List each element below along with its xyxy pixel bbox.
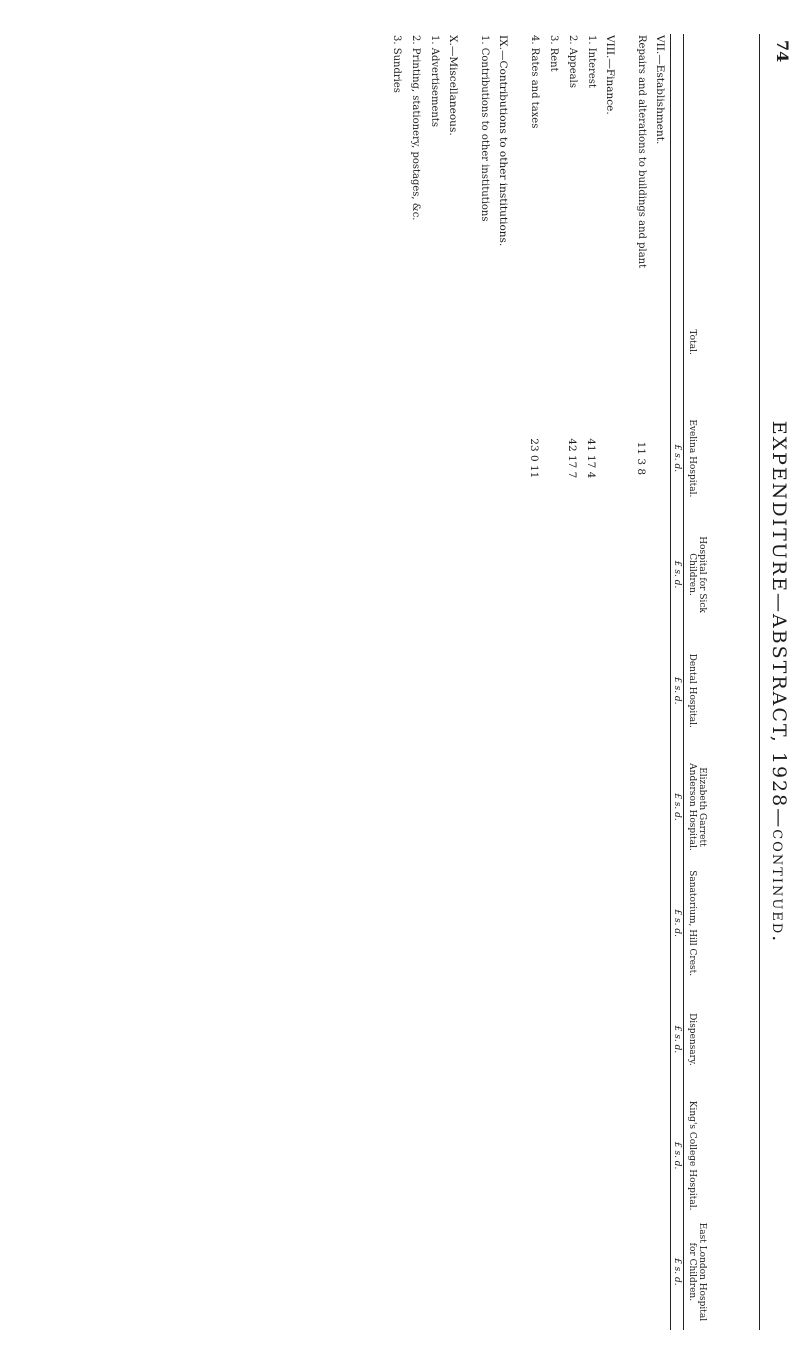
value-cell — [544, 400, 563, 516]
value-cell — [406, 1098, 425, 1214]
value-cell — [563, 1098, 582, 1214]
spacer-cell — [463, 516, 475, 632]
table-row — [525, 34, 544, 1330]
value-cell — [475, 516, 494, 632]
spacer-cell — [463, 865, 475, 981]
value-cell — [525, 865, 544, 981]
empty-cell — [601, 749, 620, 865]
column-header: Dispensary. — [684, 981, 760, 1097]
spacer-cell — [375, 400, 387, 516]
empty-cell — [651, 865, 671, 981]
value-cell — [632, 1214, 651, 1330]
spacer-cell — [375, 1214, 387, 1330]
section-heading: X.—Miscellaneous. — [447, 35, 460, 136]
spacer-cell — [463, 981, 475, 1097]
empty-cell — [651, 400, 671, 516]
spacer-cell — [513, 749, 525, 865]
value-cell — [475, 633, 494, 749]
value-cell — [406, 1214, 425, 1330]
spacer-cell — [620, 1214, 632, 1330]
empty-cell — [601, 865, 620, 981]
section-heading-row — [444, 34, 463, 1330]
value-cell: 23 0 11 — [528, 438, 541, 479]
spacer-cell — [513, 981, 525, 1097]
empty-cell — [444, 284, 463, 400]
spacer-cell — [463, 1098, 475, 1214]
value-cell — [563, 981, 582, 1097]
column-header: East London Hospital for Children. — [684, 1214, 760, 1330]
empty-cell — [444, 1214, 463, 1330]
table-row — [425, 34, 444, 1330]
empty-cell — [601, 284, 620, 400]
empty-cell — [601, 400, 620, 516]
value-cell — [632, 749, 651, 865]
empty-cell — [494, 400, 513, 516]
empty-cell — [651, 981, 671, 1097]
spacer-row — [375, 34, 387, 1330]
column-header: Elizabeth Garrett Anderson Hospital. — [684, 749, 760, 865]
row-label: 1. Advertisements — [429, 35, 440, 127]
empty-cell — [651, 284, 671, 400]
value-cell — [387, 865, 406, 981]
column-header: Sanatorium, Hill Crest. — [684, 865, 760, 981]
value-cell — [406, 749, 425, 865]
empty-cell — [494, 516, 513, 632]
spacer-cell — [463, 1214, 475, 1330]
value-cell — [475, 284, 494, 400]
spacer-cell — [513, 516, 525, 632]
empty-cell — [651, 749, 671, 865]
spacer-cell — [375, 749, 387, 865]
value-cell — [406, 516, 425, 632]
value-cell — [582, 1214, 601, 1330]
value-cell — [544, 981, 563, 1097]
value-cell — [406, 284, 425, 400]
empty-cell — [494, 1098, 513, 1214]
empty-cell — [601, 1098, 620, 1214]
column-header: Dental Hospital. — [684, 633, 760, 749]
value-cell — [475, 400, 494, 516]
table-row — [475, 34, 494, 1330]
page-title: EXPENDITURE—ABSTRACT, 1928—continued. — [768, 420, 790, 944]
value-cell — [406, 981, 425, 1097]
section-heading-row — [601, 34, 620, 1330]
spacer-cell — [620, 400, 632, 516]
spacer-cell — [375, 516, 387, 632]
spacer-cell — [463, 284, 475, 400]
spacer-cell — [375, 1098, 387, 1214]
spacer-cell — [620, 749, 632, 865]
value-cell — [425, 284, 444, 400]
empty-cell — [444, 633, 463, 749]
empty-cell — [651, 633, 671, 749]
row-label: Repairs and alterations to buildings and plant — [636, 35, 647, 269]
table-row — [582, 34, 601, 1330]
value-cell — [475, 1098, 494, 1214]
value-cell — [425, 633, 444, 749]
column-header-row — [684, 34, 760, 1330]
value-cell — [563, 1214, 582, 1330]
column-unit: £ s. d. — [671, 633, 684, 749]
value-cell — [544, 749, 563, 865]
value-cell — [425, 1214, 444, 1330]
spacer-cell — [463, 400, 475, 516]
spacer-cell — [620, 516, 632, 632]
table-row — [406, 34, 425, 1330]
spacer-cell — [513, 400, 525, 516]
empty-cell — [651, 1214, 671, 1330]
value-cell — [544, 516, 563, 632]
spacer-cell — [620, 865, 632, 981]
value-cell — [475, 1214, 494, 1330]
value-cell: 42 17 7 — [566, 438, 579, 479]
column-header — [684, 34, 760, 284]
value-cell — [632, 865, 651, 981]
spacer-cell — [463, 34, 475, 284]
value-cell — [525, 1098, 544, 1214]
spacer-cell — [620, 284, 632, 400]
empty-cell — [444, 400, 463, 516]
column-unit — [671, 34, 684, 284]
row-label: 1. Interest — [586, 35, 597, 88]
value-cell — [387, 1098, 406, 1214]
empty-cell — [601, 1214, 620, 1330]
section-heading-row — [651, 34, 671, 1330]
value-cell — [425, 1098, 444, 1214]
row-label: 2. Printing, stationery, postages, &c. — [410, 35, 421, 221]
value-cell — [544, 1214, 563, 1330]
column-unit: £ s. d. — [671, 400, 684, 516]
value-cell — [406, 400, 425, 516]
spacer-cell — [375, 34, 387, 284]
spacer-cell — [620, 633, 632, 749]
value-cell — [632, 284, 651, 400]
empty-cell — [444, 1098, 463, 1214]
spacer-cell — [463, 633, 475, 749]
spacer-cell — [513, 865, 525, 981]
value-cell — [387, 633, 406, 749]
section-heading-row — [494, 34, 513, 1330]
spacer-cell — [513, 284, 525, 400]
page-number: 74 — [773, 40, 792, 63]
empty-cell — [601, 516, 620, 632]
empty-cell — [494, 633, 513, 749]
value-cell: 11 3 8 — [635, 441, 648, 476]
column-header: Total. — [684, 284, 760, 400]
empty-cell — [444, 749, 463, 865]
value-cell — [425, 865, 444, 981]
unit-header-row — [671, 34, 684, 1330]
empty-cell — [444, 516, 463, 632]
spacer-cell — [375, 284, 387, 400]
table-row — [387, 34, 406, 1330]
value-cell — [525, 516, 544, 632]
value-cell — [632, 633, 651, 749]
spacer-cell — [375, 865, 387, 981]
value-cell — [525, 749, 544, 865]
table-row — [563, 34, 582, 1330]
section-heading: VIII.—Finance. — [604, 35, 617, 115]
column-unit: £ s. d. — [671, 981, 684, 1097]
value-cell — [632, 1098, 651, 1214]
column-unit: £ s. d. — [671, 1098, 684, 1214]
value-cell — [563, 749, 582, 865]
value-cell — [544, 633, 563, 749]
spacer-cell — [620, 1098, 632, 1214]
value-cell — [525, 633, 544, 749]
spacer-cell — [463, 749, 475, 865]
empty-cell — [494, 981, 513, 1097]
spacer-row — [463, 34, 475, 1330]
expenditure-table — [375, 34, 760, 1330]
empty-cell — [494, 749, 513, 865]
section-heading: IX.—Contributions to other institutions. — [497, 35, 510, 247]
value-cell — [406, 633, 425, 749]
value-cell — [563, 284, 582, 400]
value-cell — [582, 865, 601, 981]
empty-cell — [444, 981, 463, 1097]
value-cell — [387, 1214, 406, 1330]
empty-cell — [444, 865, 463, 981]
value-cell — [582, 1098, 601, 1214]
empty-cell — [651, 516, 671, 632]
row-label: 1. Contributions to other institutions — [479, 35, 490, 222]
empty-cell — [494, 865, 513, 981]
spacer-row — [513, 34, 525, 1330]
value-cell — [582, 633, 601, 749]
value-cell — [544, 284, 563, 400]
spacer-cell — [375, 981, 387, 1097]
row-label: 2. Appeals — [567, 35, 578, 88]
column-unit: £ s. d. — [671, 865, 684, 981]
spacer-cell — [513, 34, 525, 284]
value-cell — [425, 749, 444, 865]
table-row — [632, 34, 651, 1330]
value-cell — [387, 981, 406, 1097]
value-cell — [475, 865, 494, 981]
value-cell — [475, 981, 494, 1097]
value-cell — [563, 865, 582, 981]
table-body — [375, 34, 671, 1330]
empty-cell — [494, 1214, 513, 1330]
value-cell — [525, 981, 544, 1097]
spacer-row — [620, 34, 632, 1330]
value-cell — [387, 749, 406, 865]
row-label: 4. Rates and taxes — [529, 35, 540, 129]
empty-cell — [494, 284, 513, 400]
empty-cell — [601, 981, 620, 1097]
value-cell — [582, 981, 601, 1097]
value-cell — [425, 981, 444, 1097]
value-cell — [632, 981, 651, 1097]
value-cell — [425, 516, 444, 632]
column-header: Evelina Hospital. — [684, 400, 760, 516]
value-cell — [632, 516, 651, 632]
value-cell — [582, 749, 601, 865]
value-cell — [525, 1214, 544, 1330]
value-cell — [582, 516, 601, 632]
value-cell — [387, 400, 406, 516]
column-unit — [671, 284, 684, 400]
value-cell — [387, 516, 406, 632]
value-cell — [525, 284, 544, 400]
column-header: King's College Hospital. — [684, 1098, 760, 1214]
row-label: 3. Sundries — [391, 35, 402, 93]
spacer-cell — [513, 1098, 525, 1214]
value-cell — [563, 516, 582, 632]
value-cell — [563, 633, 582, 749]
spacer-cell — [375, 633, 387, 749]
value-cell — [544, 1098, 563, 1214]
value-cell — [387, 284, 406, 400]
value-cell: 41 17 4 — [585, 438, 598, 479]
table-row — [544, 34, 563, 1330]
column-header: Hospital for Sick Children. — [684, 516, 760, 632]
spacer-cell — [620, 34, 632, 284]
spacer-cell — [513, 1214, 525, 1330]
column-unit: £ s. d. — [671, 1214, 684, 1330]
row-label: 3. Rent — [548, 35, 559, 72]
spacer-cell — [620, 981, 632, 1097]
section-heading: VII.—Establishment. — [654, 35, 667, 145]
empty-cell — [651, 1098, 671, 1214]
value-cell — [544, 865, 563, 981]
column-unit: £ s. d. — [671, 516, 684, 632]
column-unit: £ s. d. — [671, 749, 684, 865]
value-cell — [475, 749, 494, 865]
spacer-cell — [513, 633, 525, 749]
value-cell — [582, 284, 601, 400]
value-cell — [406, 865, 425, 981]
empty-cell — [601, 633, 620, 749]
value-cell — [425, 400, 444, 516]
